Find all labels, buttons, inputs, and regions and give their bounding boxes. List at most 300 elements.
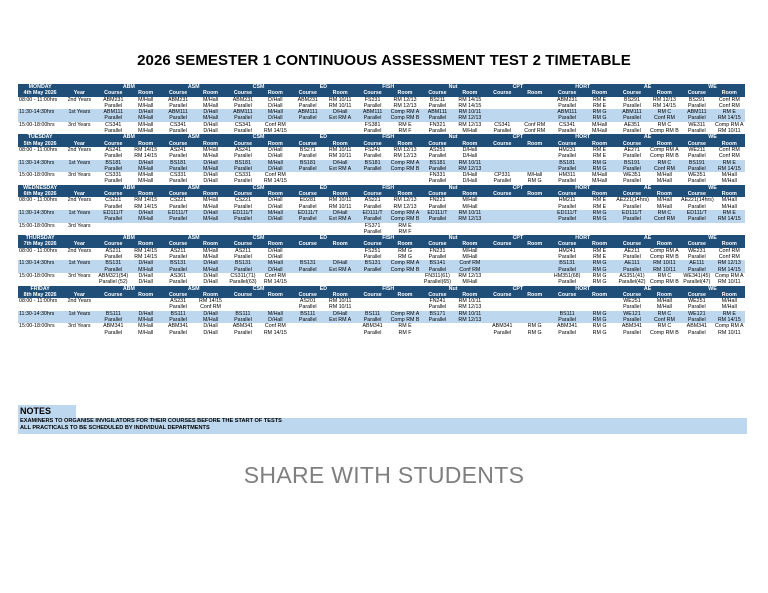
room-cell: RM E [714, 311, 745, 317]
course-cell: AE211 [624, 247, 640, 254]
course-cell: Parallel [356, 216, 390, 222]
room-cell: M/Hall [130, 317, 161, 323]
department-header: CPT [486, 235, 551, 241]
column-header: Course [226, 191, 260, 197]
room-cell: RM E [714, 160, 745, 166]
room-cell: M/Hall [203, 247, 219, 254]
course-cell: Parallel [615, 216, 649, 222]
room-cell: M/Hall [656, 304, 672, 311]
room-cell: RM C [657, 272, 672, 279]
column-header: Course [615, 292, 649, 298]
course-cell: Parallel [234, 254, 252, 261]
department-header: Nut [421, 185, 486, 191]
course-cell: Parallel [363, 228, 382, 235]
column-header: Course [356, 292, 390, 298]
course-cell: BS131 [356, 260, 390, 266]
course-cell: Parallel [687, 304, 706, 311]
notes-box [18, 418, 747, 434]
department-header: ASM [161, 185, 226, 191]
room-cell: D/Hall [130, 160, 161, 166]
course-cell: BS291 [688, 96, 705, 103]
course-cell: Parallel [234, 102, 252, 109]
room-cell: M/Hall [138, 102, 154, 109]
course-cell: AS361 [170, 272, 187, 279]
course-cell: WE341(45) [683, 272, 711, 279]
room-cell: Comp RM A [390, 310, 420, 317]
course-cell: Parallel [226, 267, 260, 273]
room-cell: RM 14/15 [458, 102, 482, 109]
room-cell: D/Hall [138, 279, 153, 286]
column-header: Course [421, 191, 455, 197]
room-cell: D/Hall [130, 311, 161, 317]
column-header: Course [356, 241, 390, 247]
day-date: 6th May 2026 [18, 191, 62, 197]
course-cell: ED111/T [550, 210, 584, 216]
course-cell: ED111/T [226, 210, 260, 216]
room-cell: RM G [584, 216, 615, 222]
room-cell: RM 14/15 [134, 254, 158, 261]
room-cell: RM 12/13 [454, 317, 485, 323]
course-cell: BS171 [421, 311, 455, 317]
course-cell: FN311(61) [424, 272, 450, 279]
course-cell: Parallel [298, 203, 317, 210]
room-cell: M/Hall [656, 298, 672, 305]
room-cell: M/Hall [130, 115, 161, 121]
room-cell: D/Hall [203, 178, 218, 185]
course-cell: BS111 [356, 311, 390, 317]
course-cell: Parallel(42) [618, 279, 646, 286]
room-cell: M/Hall [203, 203, 219, 210]
room-cell: Conf RM [200, 304, 221, 311]
course-cell: AE111 [615, 260, 649, 266]
column-header: Room [649, 241, 680, 247]
course-cell: Parallel [356, 115, 390, 121]
department-header: Nut [421, 235, 486, 241]
course-cell: AE221(14hrs) [681, 197, 714, 204]
course-cell: BS111 [226, 311, 260, 317]
time-cell: 08:00 - 11:00hrs [19, 298, 58, 305]
room-cell: Comp RM B [390, 115, 420, 122]
room-cell: M/Hall [260, 160, 291, 166]
course-cell: Parallel [104, 153, 123, 160]
column-header: Course [356, 141, 390, 147]
course-cell: Parallel(65) [423, 279, 451, 286]
room-cell: RM G [584, 267, 615, 273]
room-cell: RM 10/11 [718, 279, 741, 286]
time-cell: 11:30-14:30hrs [18, 260, 62, 266]
course-cell: AS211 [235, 247, 251, 254]
course-cell: ABM321(54) [98, 272, 129, 279]
department-header: HORT [550, 286, 615, 292]
column-header: Room [195, 141, 226, 147]
column-header: Room [714, 191, 745, 197]
course-cell: HM241 [558, 247, 576, 254]
year-cell: 1st Years [62, 311, 96, 317]
course-cell: Parallel [428, 178, 447, 185]
room-cell: Conf RM [454, 260, 485, 266]
column-header: Course [486, 241, 520, 247]
course-cell: Parallel [687, 153, 706, 160]
room-cell: Comp RM B [649, 254, 679, 261]
column-header: Room [714, 241, 745, 247]
column-header: Course [550, 191, 584, 197]
department-header: CPT [486, 84, 551, 90]
course-cell: ABM341 [556, 323, 578, 330]
course-cell: Parallel [234, 128, 252, 135]
course-cell: AS211 [105, 247, 122, 254]
course-cell: FN321 [429, 121, 446, 128]
column-header: Room [584, 241, 615, 247]
room-cell: Conf RM [264, 323, 286, 330]
room-cell: RM E [398, 121, 412, 128]
course-cell: CS311(71) [230, 272, 256, 279]
course-cell: AS351(41) [619, 272, 645, 279]
course-cell: HM211 [558, 197, 576, 204]
room-cell: RM E [398, 323, 412, 330]
course-cell: Parallel [558, 102, 576, 109]
room-cell: Conf RM [264, 121, 286, 128]
course-cell: BS181 [291, 160, 325, 166]
course-cell: Parallel [421, 216, 455, 222]
room-cell: D/Hall [268, 254, 283, 261]
room-cell: RM G [584, 160, 615, 166]
course-cell: AS221 [364, 197, 381, 204]
room-cell: RM C [649, 160, 680, 166]
room-cell: Comp RM B [649, 153, 679, 160]
column-header: Course [421, 241, 455, 247]
room-cell: Comp RM B [390, 266, 420, 273]
course-cell: BS181 [96, 160, 130, 166]
course-cell: AS251 [429, 146, 446, 153]
room-cell: Comp RM B [649, 128, 679, 135]
course-cell: Parallel [623, 329, 641, 336]
time-cell: 15:00-18:00hrs [19, 172, 55, 179]
course-cell: Parallel [363, 203, 382, 210]
room-cell: RM 10/11 [328, 146, 352, 153]
course-cell: FN221 [429, 197, 446, 204]
room-cell: RM 10/11 [718, 329, 741, 336]
room-cell: RM 12/13 [652, 96, 676, 103]
room-cell: RM 10/11 [328, 298, 352, 305]
room-cell: Ext RM A [325, 267, 356, 273]
room-cell: RM 12/13 [458, 272, 482, 279]
column-header: Room [649, 292, 680, 298]
room-cell: M/Hall [203, 153, 219, 160]
notes-line: EXAMINERS TO ORGANISE INVIGILATORS FOR THEIR COURSES BEFORE THE START OF TESTS [20, 418, 282, 424]
room-cell: RM 14/15 [199, 298, 222, 305]
room-cell: RM G [592, 329, 607, 336]
column-header: Room [519, 191, 550, 197]
room-cell: M/Hall [138, 178, 154, 185]
day-date: 5th May 2026 [18, 141, 62, 147]
course-cell: Parallel [234, 203, 252, 210]
course-cell: AS241 [105, 146, 122, 153]
course-cell: Parallel [298, 102, 317, 109]
department-header: Nut [421, 134, 486, 140]
course-cell: Parallel [558, 329, 576, 336]
column-header: Course [615, 241, 649, 247]
course-cell: Parallel [169, 254, 187, 261]
room-cell: D/Hall [325, 160, 356, 166]
room-cell: Conf RM [718, 102, 740, 109]
course-cell: BS191 [615, 160, 649, 166]
year-cell: 1st Years [62, 260, 96, 266]
course-cell: Parallel [363, 128, 382, 135]
course-cell: ABM231 [556, 96, 578, 103]
department-header: FISH [356, 134, 421, 140]
department-header: AE [615, 134, 680, 140]
year-cell: 1st Years [62, 210, 96, 216]
year-cell: 2nd Years [67, 96, 92, 103]
time-cell: 11:30-14:30hrs [18, 160, 62, 166]
course-cell: Parallel [558, 279, 576, 286]
department-header: ED [291, 185, 356, 191]
day-name: WEDNESDAY [18, 185, 62, 191]
course-cell: BS181 [550, 160, 584, 166]
year-cell: 2nd Years [67, 146, 92, 153]
course-cell: BS131 [161, 260, 195, 266]
room-cell: RM 10/11 [649, 260, 680, 266]
year-cell: 2nd Years [67, 298, 92, 305]
room-cell: Comp RM A [650, 247, 679, 254]
column-header: Room [519, 90, 550, 96]
room-cell: Conf RM [649, 317, 680, 323]
room-cell: M/Hall [203, 96, 219, 103]
time-cell: 15:00-18:00hrs [19, 272, 55, 279]
page-title: 2026 SEMESTER 1 CONTINUOUS ASSESSMENT TEST 2 TIMETABLE [137, 52, 631, 69]
column-header: Room [389, 191, 420, 197]
department-header: CSM [226, 84, 291, 90]
room-cell: RM 12/13 [458, 304, 482, 311]
department-header: FISH [356, 84, 421, 90]
course-cell: WE231 [688, 247, 706, 254]
room-cell: D/Hall [130, 260, 161, 266]
room-cell: Comp RM B [390, 216, 420, 223]
column-header: Room [325, 141, 356, 147]
room-cell: Comp RM A [390, 109, 420, 116]
column-header: Course [356, 90, 390, 96]
room-cell: RM 14/15 [263, 178, 287, 185]
room-cell: Comp RM A [650, 146, 679, 153]
room-cell: M/Hall [592, 172, 608, 179]
course-cell: FS371 [364, 222, 381, 229]
course-cell: BS141 [421, 260, 455, 266]
room-cell: M/Hall [462, 203, 478, 210]
course-cell: Parallel [623, 128, 641, 135]
room-cell: RM C [649, 311, 680, 317]
room-cell: RM 10/11 [328, 102, 352, 109]
column-header: Room [714, 90, 745, 96]
room-cell: RM E [592, 197, 607, 204]
room-cell: RM G [584, 166, 615, 172]
department-header: FISH [356, 185, 421, 191]
room-cell: RM 10/11 [328, 153, 352, 160]
course-cell: Parallel [234, 178, 252, 185]
column-header: Course [291, 191, 325, 197]
department-header: ED [291, 286, 356, 292]
column-header: Course [291, 241, 325, 247]
room-cell: RM 10/11 [328, 96, 352, 103]
department-header: ABM [96, 235, 161, 241]
course-cell: Parallel [687, 329, 706, 336]
room-cell: D/Hall [260, 216, 291, 222]
course-cell: FN241 [429, 298, 446, 305]
course-cell: Parallel [226, 166, 260, 172]
course-cell: AE271 [624, 146, 640, 153]
course-cell: ABM341 [362, 323, 383, 330]
room-cell: Ext RM A [325, 166, 356, 172]
department-header: Nut [421, 286, 486, 292]
room-cell: RM 12/13 [393, 102, 417, 109]
room-cell: M/Hall [130, 166, 161, 172]
room-cell: Comp RM A [390, 209, 420, 216]
room-cell: D/Hall [203, 172, 218, 179]
room-cell: M/Hall [195, 267, 226, 273]
course-cell: Parallel [169, 329, 187, 336]
room-cell: RM G [584, 115, 615, 121]
course-cell: ED111/T [421, 210, 455, 216]
room-cell: RM G [398, 247, 412, 254]
column-header: Room [195, 191, 226, 197]
column-header: Room [649, 141, 680, 147]
room-cell: D/Hall [268, 247, 283, 254]
day-name: FRIDAY [18, 286, 62, 292]
course-cell: BS181 [421, 160, 455, 166]
course-cell: Parallel [615, 115, 649, 121]
column-header: Room [454, 292, 485, 298]
course-cell: BS181 [161, 160, 195, 166]
room-cell: M/Hall [721, 304, 737, 311]
course-cell: FS231 [364, 96, 381, 103]
room-cell: M/Hall [527, 172, 543, 179]
room-cell: M/Hall [260, 311, 291, 317]
department-header: WE [680, 235, 745, 241]
room-cell: Comp RM A [715, 121, 744, 128]
room-cell: D/Hall [130, 210, 161, 216]
room-cell: M/Hall [656, 172, 672, 179]
department-header: ABM [96, 84, 161, 90]
course-cell: BS211 [429, 96, 446, 103]
column-header: Room [325, 191, 356, 197]
room-cell: M/Hall [721, 197, 737, 204]
course-cell: Parallel [104, 254, 123, 261]
room-cell: D/Hall [268, 102, 283, 109]
department-header: ASM [161, 286, 226, 292]
department-header: HORT [550, 235, 615, 241]
room-cell: RM G [592, 279, 607, 286]
room-cell: RM 12/13 [393, 197, 417, 204]
course-cell: AE111 [680, 260, 714, 266]
column-header: Room [584, 90, 615, 96]
timetable-sheet [18, 84, 745, 336]
room-cell: Comp RM B [390, 316, 420, 323]
day-date: 4th May 2026 [18, 90, 62, 96]
year-cell: 1st Years [62, 109, 96, 115]
room-cell: RM G [527, 323, 542, 330]
room-cell: RM C [649, 109, 680, 115]
course-cell: Parallel [356, 267, 390, 273]
column-header: Room [389, 90, 420, 96]
department-header: WE [680, 185, 745, 191]
room-cell: M/Hall [130, 216, 161, 222]
room-cell: RM G [584, 311, 615, 317]
year-cell: 3rd Years [68, 172, 91, 179]
course-cell: Parallel [161, 166, 195, 172]
course-cell: AS231 [170, 298, 187, 305]
room-cell: RM E [714, 210, 745, 216]
time-cell: 11:30-14:30hrs [18, 311, 62, 317]
room-cell: M/Hall [721, 203, 737, 210]
course-cell: ABM111 [161, 109, 195, 115]
room-cell: RM G [584, 109, 615, 115]
column-header: Course [550, 141, 584, 147]
room-cell: RM E [714, 109, 745, 115]
room-cell: D/Hall [462, 172, 478, 179]
course-cell: BS191 [680, 160, 714, 166]
day-date: 7th May 2026 [18, 241, 62, 247]
column-header: Course [421, 141, 455, 147]
room-cell: RM F [398, 128, 412, 135]
room-cell: RM 10/11 [458, 298, 482, 305]
course-cell: Parallel [680, 115, 714, 121]
course-cell: Parallel [680, 317, 714, 323]
course-cell: Parallel [558, 153, 576, 160]
room-cell: Comp RM B [649, 329, 679, 336]
column-header: Course [421, 292, 455, 298]
course-cell: CS341 [105, 121, 122, 128]
room-cell: M/Hall [195, 115, 226, 121]
room-cell: M/Hall [138, 323, 154, 330]
room-cell: D/Hall [195, 210, 226, 216]
room-cell: RM 14/15 [714, 216, 745, 222]
course-cell: Parallel [623, 153, 641, 160]
course-cell: Parallel [363, 153, 382, 160]
course-cell: Parallel [493, 128, 512, 135]
course-cell: Parallel [615, 166, 649, 172]
course-cell: Parallel [363, 329, 382, 336]
course-cell: Parallel [550, 115, 584, 121]
course-cell: Parallel [428, 254, 447, 261]
column-header: Room [389, 241, 420, 247]
room-cell: M/Hall [462, 128, 478, 135]
course-cell: Parallel [623, 254, 641, 261]
course-cell: Parallel [558, 128, 576, 135]
room-cell: Comp RM B [390, 165, 420, 172]
time-cell [18, 330, 62, 336]
year-cell [62, 330, 96, 336]
column-header: Room [454, 90, 485, 96]
course-cell: Parallel [298, 304, 317, 311]
department-header: AE [615, 185, 680, 191]
course-cell: BS181 [356, 160, 390, 166]
department-header: CPT [486, 134, 551, 140]
time-cell: 11:30-14:30hrs [18, 109, 62, 115]
room-cell: M/Hall [592, 121, 608, 128]
course-cell: Parallel [421, 317, 455, 323]
course-cell: FN331 [429, 172, 446, 179]
room-cell: D/Hall [203, 272, 218, 279]
time-cell: 08:00 - 11:00hrs [19, 96, 58, 103]
course-cell: Parallel [96, 267, 130, 273]
course-cell: Parallel [169, 153, 187, 160]
course-cell: Parallel [493, 178, 512, 185]
column-header: Room [649, 90, 680, 96]
room-cell: RM 14/15 [263, 329, 287, 336]
course-cell: Parallel [687, 102, 706, 109]
room-cell: D/Hall [138, 272, 153, 279]
column-header: Course [615, 141, 649, 147]
year-cell: 2nd Years [67, 247, 92, 254]
